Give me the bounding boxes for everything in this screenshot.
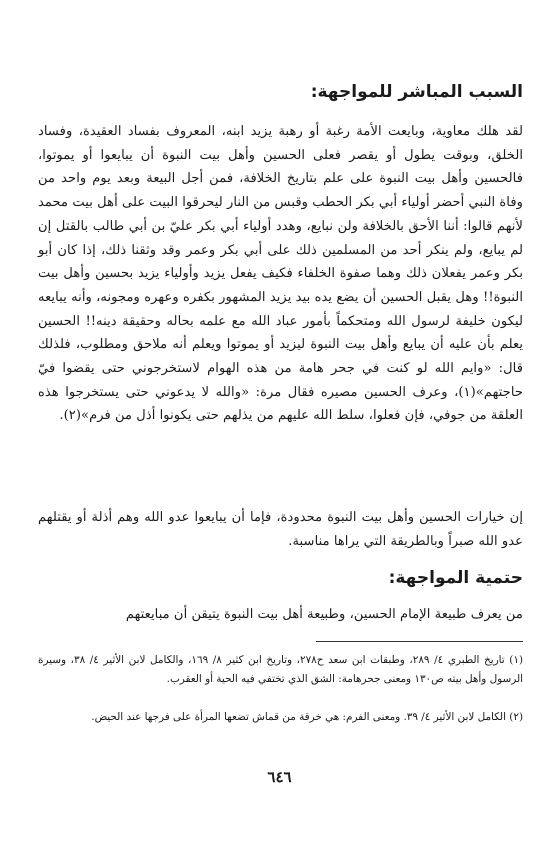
body-paragraph-conclusion: إن خيارات الحسين وأهل بيت النبوة محدودة، فإما أن يبايعوا عدو الله وهم أذلة أو يقتلهم عدو الله صبراً وبالطريقة التي يراها مناسبة.	[38, 510, 523, 549]
page-number: ٦٤٦	[267, 768, 292, 786]
footnote-2: (٢) الكامل لابن الأثير ٤/ ٣٩. ومعنى الفرم: هي خرقة من قماش تضعها المرأة على فرجها عند الحيض.	[91, 711, 523, 723]
body-paragraph-continued: من يعرف طبيعة الإمام الحسين، وطبيعة أهل بيت النبوة يتيقن أن مبايعتهم	[125, 607, 523, 622]
body-paragraph: لقد هلك معاوية، وبايعت الأمة رغبة أو رهبة يزيد ابنه، المعروف بفساد العقيدة، وفساد الخلق، وبوقت يطول أو يقصر فعلى الحسين وأهل بيت النبوة أن يبايعوا أو يموتوا، فالحسين وأهل بيت النبوة على علم بتاريخ الخلافة، فمن أجل البيعة وبعد يوم واحد من وفاة النبي أحضر أولياء أبي بكر الحطب وقبس من النار ليحرقوا البيت على أهل بيت محمد لأنهم قالوا: أننا الأحق بالخلافة ولن نبايع، وهدد أولياء أبي بكر عليّ بن أبي طالب بالقتل إن لم يبايع، ولم ينكر أحد من المسلمين ذلك على أبي بكر وعمر وقد وثقنا ذلك، إذا كان أبو بكر وعمر يفعلان ذلك وهما صفوة الخلفاء فكيف يفعل يزيد وأولياء يزيد بحسين وأهل بيت النبوة!! وهل يقبل الحسين أن يضع يده بيد يزيد المشهور بكفره وعهره ومجونه، وأنه يبايعه ليكون خليفة لرسول الله ومتحكماً بأمور عباد الله مع علمه بحاله وحقيقة دينه!! الحسين يعلم بأن عليه أن يبايع وأهل بيت النبوة ليزيد أو يموتوا ويعلم أنه ملاحق ومطلوب، فلذلك قال: «وايم الله لو كنت في جحر هامة من هذه الهوام لاستخرجوني حتى يقضوا فيّ حاجتهم»(١)، وعرف الحسين مصيره فقال مرة: «والله لا يدعوني حتى يستخرجوا هذه العلقة من جوفي، فإن فعلوا، سلط الله عليهم من يذلهم حتى يكونوا أذل من فرم»(٢).	[38, 124, 523, 424]
section-heading-inevitability: حتمية المواجهة:	[388, 568, 523, 588]
footnote-1: (١) تاريخ الطبري ٤/ ٢٨٩، وطبقات ابن سعد ح٢٧٨، وتاريخ ابن كثير ٨/ ١٦٩، والكامل لابن الأثير ٤/ ٣٨، وسيرة الرسول وأهل بيته ص١٣٠ ومعنى جحرهامة: الشق الذي تختفي فيه الحية أو العقرب.	[38, 654, 524, 685]
section-heading-direct-cause: السبب المباشر للمواجهة:	[310, 82, 523, 102]
footnote-divider	[316, 641, 523, 642]
